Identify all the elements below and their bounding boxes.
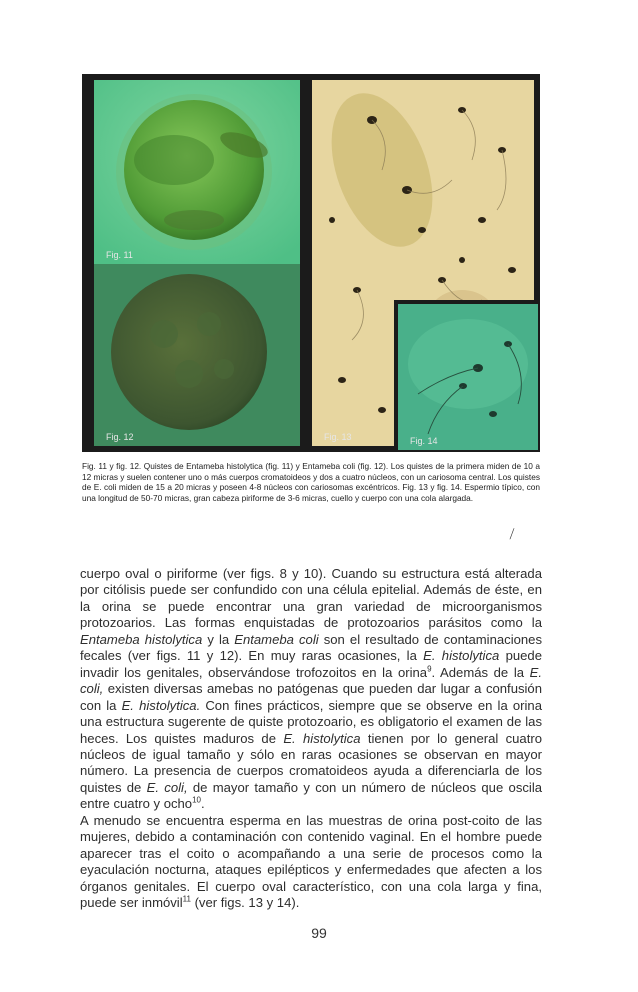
paragraph-1: cuerpo oval o piriforme (ver figs. 8 y 10). Cuando su estructura está alterada por citólisis puede ser confundido con una célula epitelial. Además de éste, en la orina se puede encontrar una gran variedad de microorganismos protozoarios. Las formas enquistadas de protozoarios parásitos como la Entameba histolytica y la Entameba coli son el resultado de contaminaciones fecales (ver figs. 11 y 12). En muy raras ocasiones, la E. histolytica puede invadir los genitales, observándose trofozoitos en la orina$^9$. Además de la E. coli, existen diversas amebas no patógenas que pueden dar lugar a confusión con la E. histolytica. Con fines prácticos, siempre que se observe en la orina una estructura sugerente de quiste protozoario, es obligatorio el examen de las heces. Los quistes maduros de E. histolytica tienen por lo general cuatro núcleos de igual tamaño y sólo en raras ocasiones se observan en mayor número. La presencia de cuerpos cromatoideos ayuda a diferenciarla de los quistes de E. coli, de mayor tamaño y con un número de núcleos que oscila entre cuatro y ocho$^{10}$. <box>80 566 543 812</box>
page-number: 99 <box>311 925 327 941</box>
figure-11-label: Fig. 11 <box>106 250 133 260</box>
sperm-closeup-image <box>398 304 538 450</box>
figure-12-label: Fig. 12 <box>106 432 134 442</box>
figure-13-label: Fig. 13 <box>324 432 352 442</box>
decorative-mark: ⟋ <box>505 526 519 543</box>
figure-11-image <box>94 80 300 264</box>
entameba-coli-cyst-image <box>94 264 300 446</box>
figure-14-label: Fig. 14 <box>410 436 438 446</box>
paragraph-2: A menudo se encuentra esperma en las muestras de orina post-coito de las mujeres, debido a contaminación con contenido vaginal. En el hombre puede aparecer tras el coito o acompañando a una serie de procesos como la eyaculación nocturna, ataques epilépticos y enfermedades que afecten a los órganos genitales. El cuerpo oval característico, con una cola larga y fina, puede ser inmóvil$^{11}$ (ver figs. 13 y 14). <box>80 812 542 911</box>
figure-caption: Fig. 11 y fig. 12. Quistes de Entameba histolytica (fig. 11) y Entameba coli (fig. 12). Los quistes de la primera miden de 10 a 12 micras y suelen contener uno o más cuerpos cromatoideos y dos a cuatro núcleos, con un cariosoma central. Los quistes de E. coli miden de 15 a 20 micras y poseen 4-8 núcleos con cariosomas excéntricos. Fig. 13 y fig. 14. Espermio típico, con una longitud de 50-70 micras, gran cabeza piriforme de 3-6 micras, cuello y cuerpo con una cola alargada. <box>82 461 540 503</box>
body-text <box>80 566 542 912</box>
figure-12-image <box>94 264 300 446</box>
entameba-histolytica-cyst-image <box>94 80 300 264</box>
figure-14-image <box>394 300 538 450</box>
figure-plate <box>82 74 540 452</box>
